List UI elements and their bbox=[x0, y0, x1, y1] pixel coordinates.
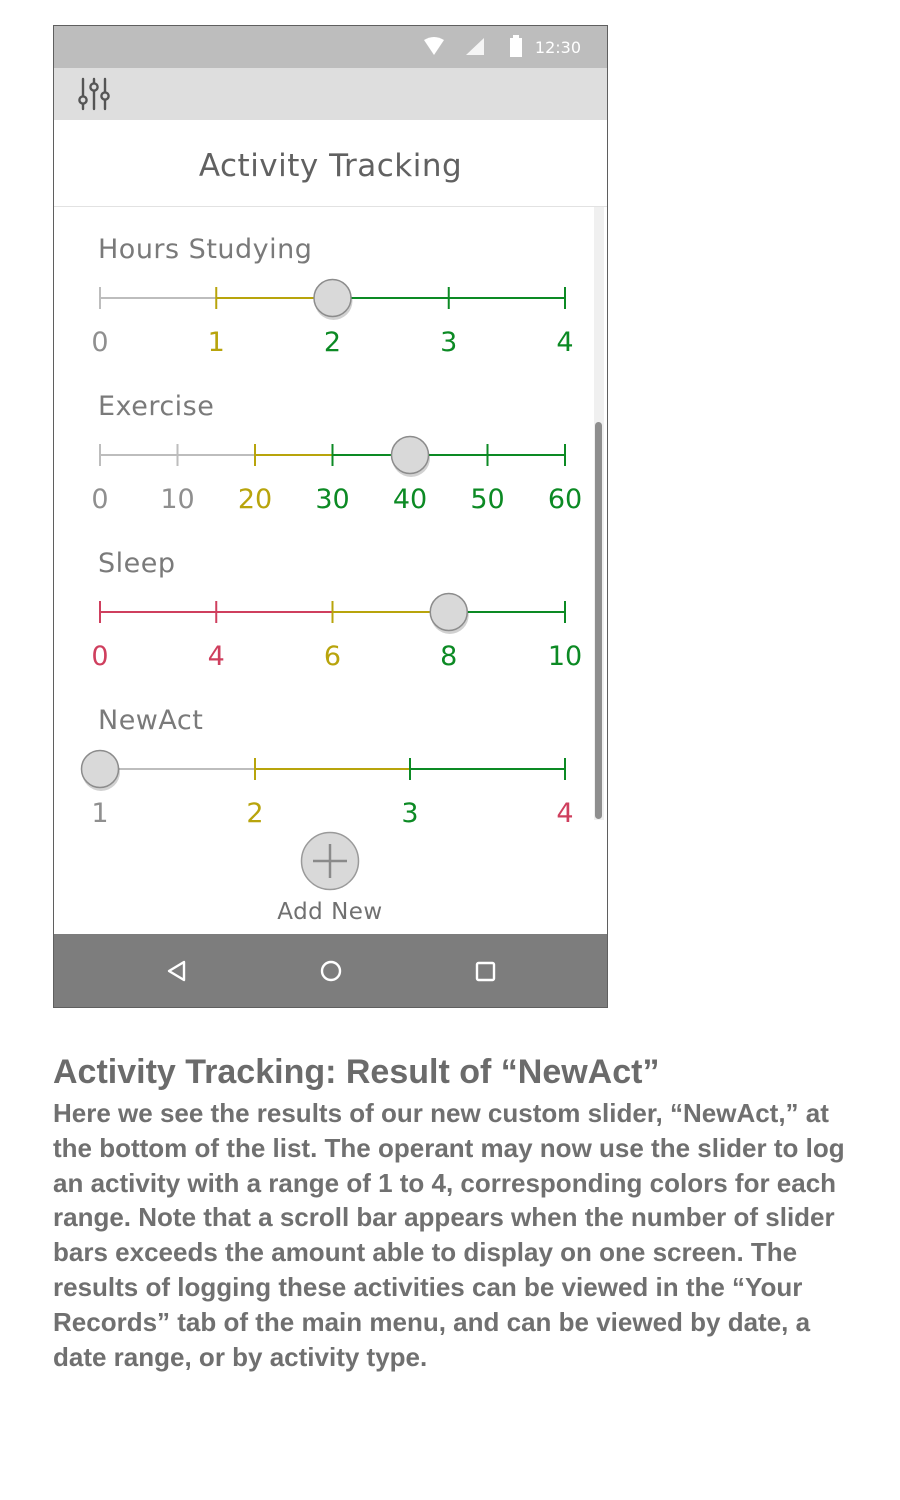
activity-name: NewAct bbox=[98, 705, 204, 736]
title-area bbox=[54, 120, 607, 207]
home-icon[interactable] bbox=[316, 956, 346, 986]
tick-label: 3 bbox=[440, 327, 458, 358]
app-bar bbox=[54, 68, 607, 120]
activity-name: Exercise bbox=[98, 391, 215, 422]
slider-thumb[interactable] bbox=[82, 751, 119, 788]
tick-label: 10 bbox=[160, 484, 195, 515]
battery-icon bbox=[508, 26, 524, 68]
activity-name: Sleep bbox=[98, 548, 176, 579]
tick-label: 50 bbox=[470, 484, 505, 515]
tick-label: 10 bbox=[547, 641, 583, 672]
activity-name: Hours Studying bbox=[98, 234, 313, 265]
tick-label: 3 bbox=[401, 798, 419, 829]
tick-label: 2 bbox=[246, 798, 264, 829]
activity-slider[interactable] bbox=[91, 391, 582, 515]
activity-slider[interactable] bbox=[82, 705, 574, 829]
wifi-icon bbox=[422, 26, 446, 68]
caption-body: Here we see the results of our new custom slider, “NewAct,” at the bottom of the list. The operant may now use the slider to log an activity with a range of 1 to 4, corresponding colors for each range. Note that a scroll bar appears when the number of slider bars exceeds the amount able to display on one screen. The results of logging these activities can be viewed in the “Your Records” tab of the main menu, and can be viewed by date, a date range, or by activity type. bbox=[53, 1098, 845, 1372]
tick-label: 60 bbox=[547, 484, 583, 515]
phone-screen bbox=[53, 25, 608, 1008]
tick-label: 2 bbox=[323, 327, 342, 358]
activity-slider[interactable] bbox=[91, 548, 582, 672]
add-new-button[interactable] bbox=[300, 831, 360, 891]
tick-label: 1 bbox=[207, 327, 225, 358]
recents-icon[interactable] bbox=[470, 956, 500, 986]
slider-thumb[interactable] bbox=[430, 594, 467, 631]
tick-label: 1 bbox=[91, 798, 109, 829]
tick-label: 4 bbox=[556, 327, 574, 358]
status-time: 12:30 bbox=[534, 38, 581, 57]
page-title: Activity Tracking bbox=[198, 148, 463, 184]
tick-label: 6 bbox=[323, 641, 342, 672]
scrollbar-thumb[interactable] bbox=[595, 422, 602, 819]
slider-thumb[interactable] bbox=[392, 437, 429, 474]
navigation-bar bbox=[54, 934, 607, 1007]
status-bar bbox=[54, 26, 607, 68]
sliders-settings-icon[interactable] bbox=[76, 76, 112, 112]
tick-label: 40 bbox=[392, 484, 428, 515]
cell-signal-icon bbox=[464, 26, 486, 68]
back-icon[interactable] bbox=[162, 956, 192, 986]
caption-title: Activity Tracking: Result of “NewAct” bbox=[53, 1053, 660, 1091]
activity-sliders bbox=[54, 207, 594, 847]
caption bbox=[53, 1052, 873, 1374]
tick-label: 8 bbox=[440, 641, 458, 672]
add-new-label: Add New bbox=[277, 899, 383, 925]
tick-label: 4 bbox=[556, 798, 574, 829]
tick-label: 30 bbox=[315, 484, 350, 515]
tick-label: 0 bbox=[91, 641, 109, 672]
activity-slider[interactable] bbox=[91, 234, 573, 358]
tick-label: 0 bbox=[91, 484, 109, 515]
tick-label: 4 bbox=[207, 641, 225, 672]
tick-label: 20 bbox=[237, 484, 273, 515]
tick-label: 0 bbox=[91, 327, 109, 358]
activity-list[interactable] bbox=[54, 207, 607, 934]
slider-thumb[interactable] bbox=[314, 280, 351, 317]
